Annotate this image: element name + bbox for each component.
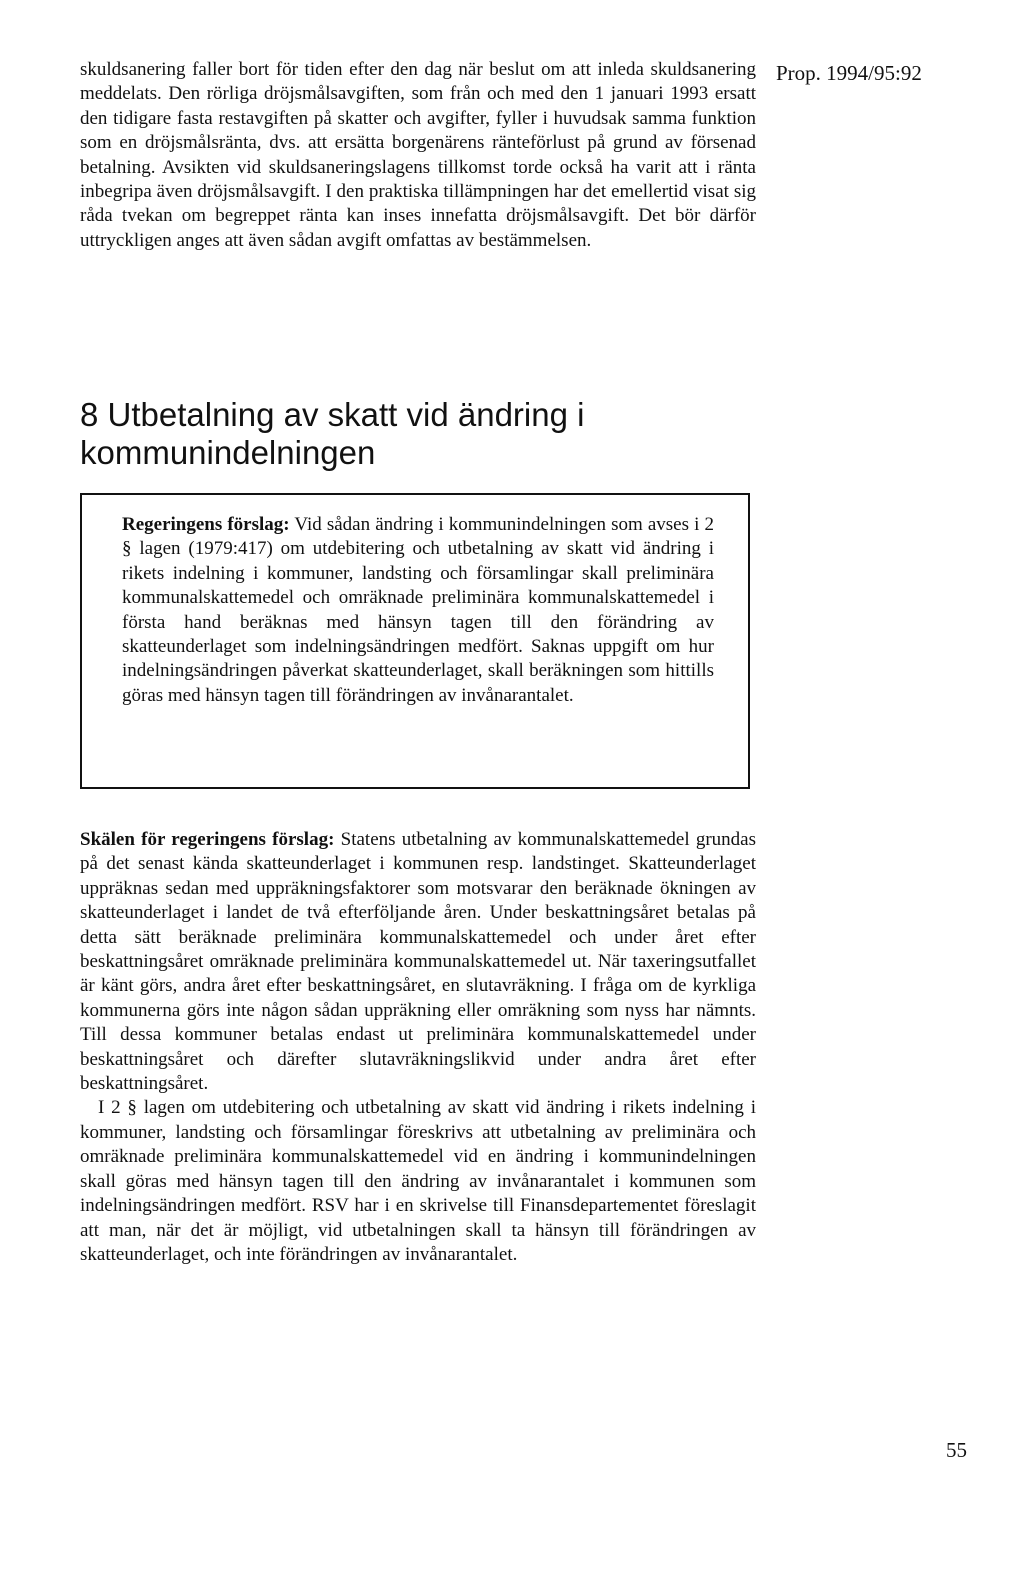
proposal-box — [80, 493, 750, 789]
proposal-paragraph — [122, 513, 714, 708]
reasons-paragraph-1 — [80, 828, 756, 1096]
reasons-paragraph-2: I 2 § lagen om utdebitering och utbetalning av skatt vid ändring i rikets indelning i kommuner, landsting och församlingar föreskrivs att utbetalning av preliminära och omräknade preliminära kommunalskattemedel vid en ändring i kommunindelningen skall göras med hänsyn tagen till den ändring av invånarantalet i kommunen som indelningsändringen medfört. RSV har i en skrivelse till Finansdepartementet föreslagit att man, när det är möjligt, vid utbetalningen skall ta hänsyn till förändringen av skatteunderlaget, och inte förändringen av invånarantalet. — [80, 1097, 756, 1265]
section-heading: 8 Utbetalning av skatt vid ändring i kommunindelningen — [80, 396, 585, 471]
reasons-label: Skälen för regeringens förslag: — [80, 829, 335, 850]
reasons-text-1: Statens utbetalning av kommunalskattemedel grundas på det senast kända skatteunderlaget i kommunen resp. landstinget. Skatteunderlaget uppräknas sedan med uppräkningsfaktorer som motsvarar den beräknade ökningen av skatteunderlaget i landet de två efterföljande åren. Under beskattningsåret betalas på detta sätt beräknade preliminära kommunalskattemedel och under året efter beskattningsåret omräknade preliminära kommunalskattemedel ut. När taxeringsutfallet är känt görs, andra året efter beskattningsåret, en slutavräkning. I fråga om de kyrkliga kommunerna görs inte någon sådan uppräkning eller omräkning som nyss har nämnts. Till dessa kommuner betalas endast ut preliminära kommunalskattemedel under beskattningsåret och därefter slutavräkningslikvid under andra året efter beskattningsåret. — [80, 829, 757, 1095]
proposal-label: Regeringens förslag: — [122, 514, 290, 535]
intro-paragraph: skuldsanering faller bort för tiden efter den dag när beslut om att inleda skuldsanering meddelats. Den rörliga dröjsmålsavgiften, som från och med den 1 januari 1993 ersatt den tidigare fasta restavgiften på skatter och avgifter, fyller i huvudsak samma funktion som en dröjsmålsränta, dvs. att ersätta borgenärens ränteförlust på grund av försenad betalning. Avsikten vid skuldsaneringslagens tillkomst torde också ha varit att i ränta inbegripa även dröjsmålsavgift. I den praktiska tillämpningen har det emellertid visat sig råda tvekan om begreppet ränta kan inses innefatta dröjsmålsavgift. Det bör därför uttryckligen anges att även sådan avgift omfattas av bestämmelsen. — [80, 59, 756, 251]
page-number: 55 — [946, 1438, 967, 1462]
document-reference: Prop. 1994/95:92 — [776, 61, 922, 85]
proposal-text: Vid sådan ändring i kommunindelningen som avses i 2 § lagen (1979:417) om utdebitering och utbetalning av skatt vid ändring i rikets indelning i kommuner, landsting och församlingar skall preliminära kommunalskattemedel och omräknade preliminära kommunalskattemedel i första hand beräknas med hänsyn tagen till den förändring av skatteunderlaget som indelningsändringen medfört. Saknas uppgift om hur indelningsändringen påverkat skatteunderlaget, skall beräkningen som hittills göras med hänsyn tagen till förändringen av invånarantalet. — [122, 514, 714, 706]
reasons-section — [80, 828, 756, 1267]
